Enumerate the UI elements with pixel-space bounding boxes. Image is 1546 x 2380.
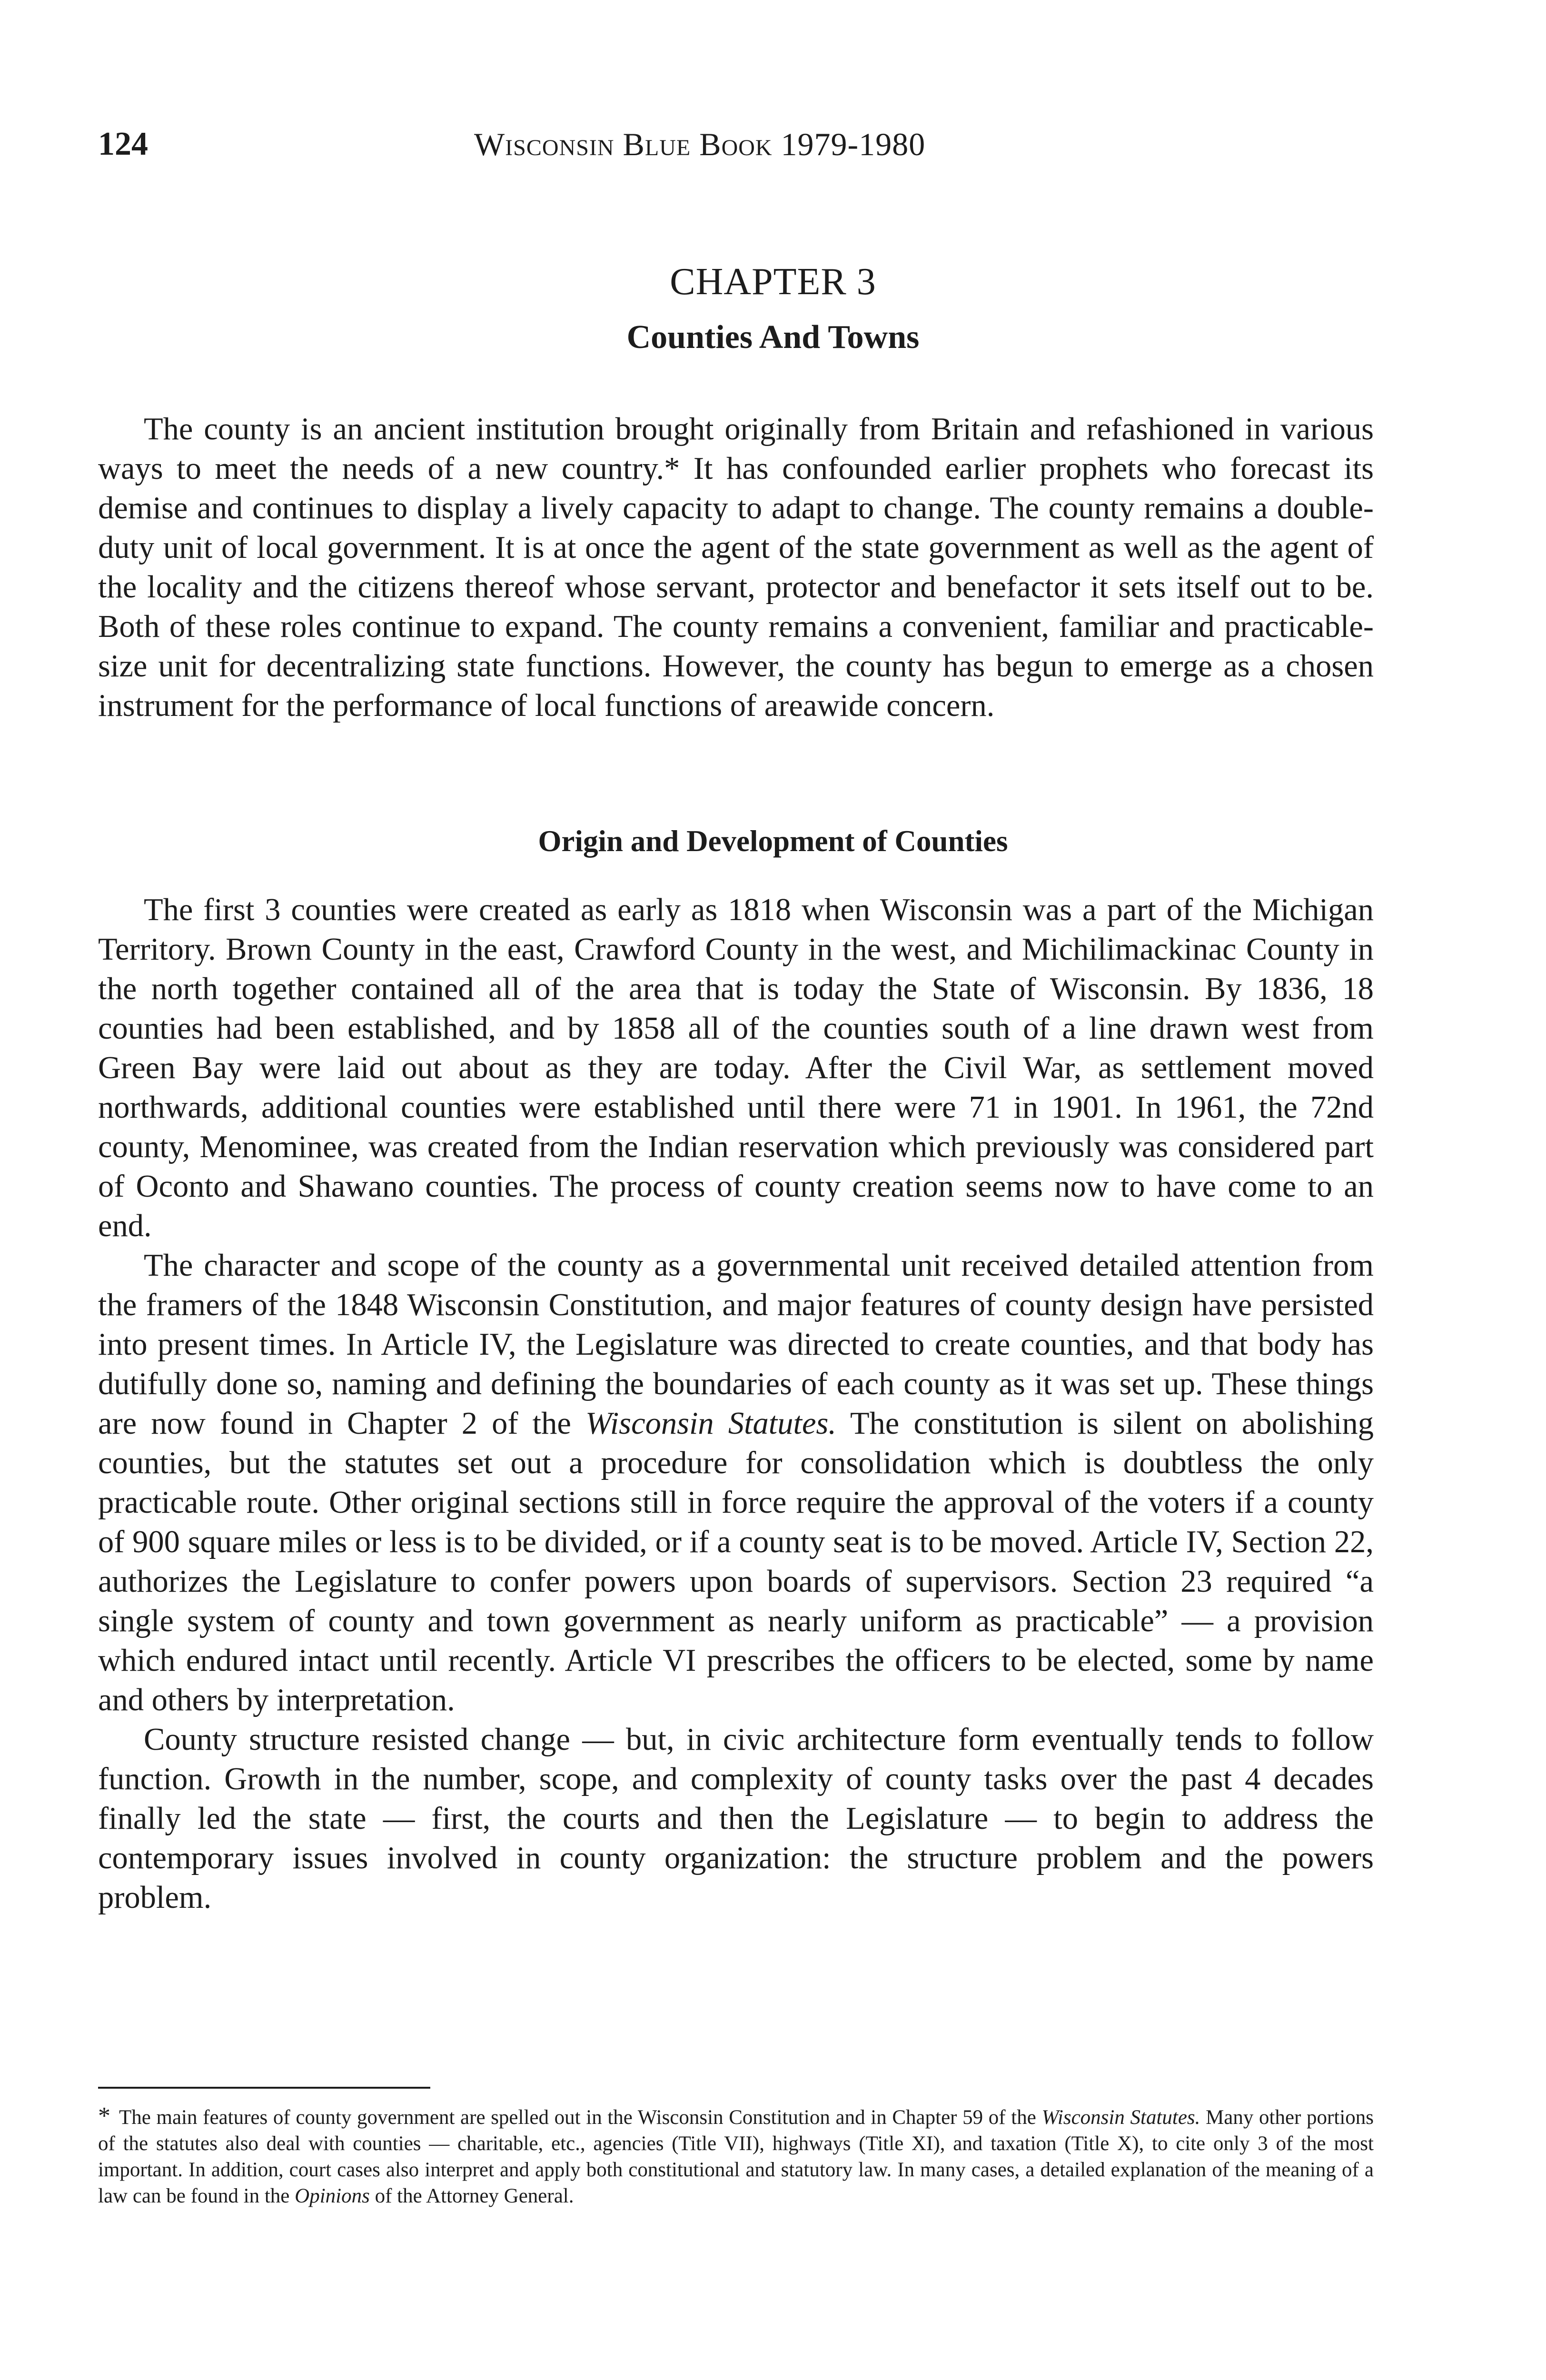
chapter-title: CHAPTER 3 (670, 261, 876, 303)
footnote (98, 2103, 1374, 2209)
statutes-title: Wisconsin Statutes. (585, 1406, 837, 1441)
footnote-marker: * (98, 2102, 110, 2130)
footnote-italic: Wisconsin Statutes. (1041, 2106, 1200, 2129)
intro-paragraph: The county is an ancient institution brought originally from Britain and refashioned in various ways to meet the needs of a new country.* It has confounded earlier prophets who forecast its demise and continues to display a lively capacity to adapt to change. The county remains a double-duty unit of local government. It is at once the agent of the state government as well as the agent of the locality and the citizens thereof whose servant, protector and benefactor it sets itself out to be. Both of these roles continue to expand. The county remains a convenient, familiar and practicable-size unit for decentralizing state functions. However, the county has begun to emerge as a chosen instrument for the performance of local functions of areawide concern. (98, 412, 1374, 723)
section-paragraph-2 (98, 1246, 1374, 1720)
footnote-italic: Opinions (295, 2185, 370, 2207)
page-header (98, 123, 1374, 166)
intro-text (98, 409, 1374, 725)
section-heading: Origin and Development of Counties (538, 824, 1008, 858)
running-head: Wisconsin Blue Book 1979-1980 (474, 126, 926, 162)
paragraph-text: The character and scope of the county as a governmental unit received detailed attention from the framers of the 1848 Wisconsin Constitution, and major features of county design have persisted into present times. In Article IV, the Legislature was directed to create counties, and that body has dutifully done so, naming and defining the boundaries of each county as it was set up. These things are now found in Chapter 2 of the (98, 1248, 1374, 1441)
footnote-divider (98, 2087, 430, 2089)
page-number: 124 (98, 126, 148, 162)
section-paragraph-3: County structure resisted change — but, in civic architecture form eventually tends to follow function. Growth in the number, scope, and complexity of county tasks over the past 4 decades finally led the state — first, the courts and then the Legislature — to begin to address the contemporary issues involved in county organization: the structure problem and the powers problem. (98, 1722, 1374, 1915)
section-body (98, 890, 1374, 1917)
footnote-text: Many other portions of the statutes also deal with counties — charitable, etc., agencies (Title VII), highways (Title XI), and taxation (Title X), to cite only 3 of the most important. In addition, court cases also interpret and apply both constitutional and statutory law. In many cases, a detailed explanation of the meaning of a law can be found in the (98, 2106, 1374, 2207)
footnote-text: The main features of county government are spelled out in the Wisconsin Constitution and in Chapter 59 of the (119, 2106, 1042, 2129)
chapter-subtitle: Counties And Towns (626, 319, 920, 356)
footnote-text: of the Attorney General. (369, 2185, 574, 2207)
paragraph-text: The constitution is silent on abolishing counties, but the statutes set out a procedure for consolidation which is doubtless the only practicable route. Other original sections still in force require the approval of the voters if a county of 900 square miles or less is to be divided, or if a county seat is to be moved. Article IV, Section 22, authorizes the Legislature to confer powers upon boards of supervisors. Section 23 required “a single system of county and town government as nearly uniform as practicable” — a provision which endured intact until recently. Article VI prescribes the officers to be elected, some by name and others by interpretation. (98, 1406, 1374, 1717)
section-paragraph-1: The first 3 counties were created as early as 1818 when Wisconsin was a part of the Michigan Territory. Brown County in the east, Crawford County in the west, and Michilimackinac County in the north together contained all of the area that is today the State of Wisconsin. By 1836, 18 counties had been established, and by 1858 all of the counties south of a line drawn west from Green Bay were laid out about as they are today. After the Civil War, as settlement moved northwards, additional counties were established until there were 71 in 1901. In 1961, the 72nd county, Menominee, was created from the Indian reservation which previously was considered part of Oconto and Shawano counties. The process of county creation seems now to have come to an end. (98, 892, 1374, 1243)
